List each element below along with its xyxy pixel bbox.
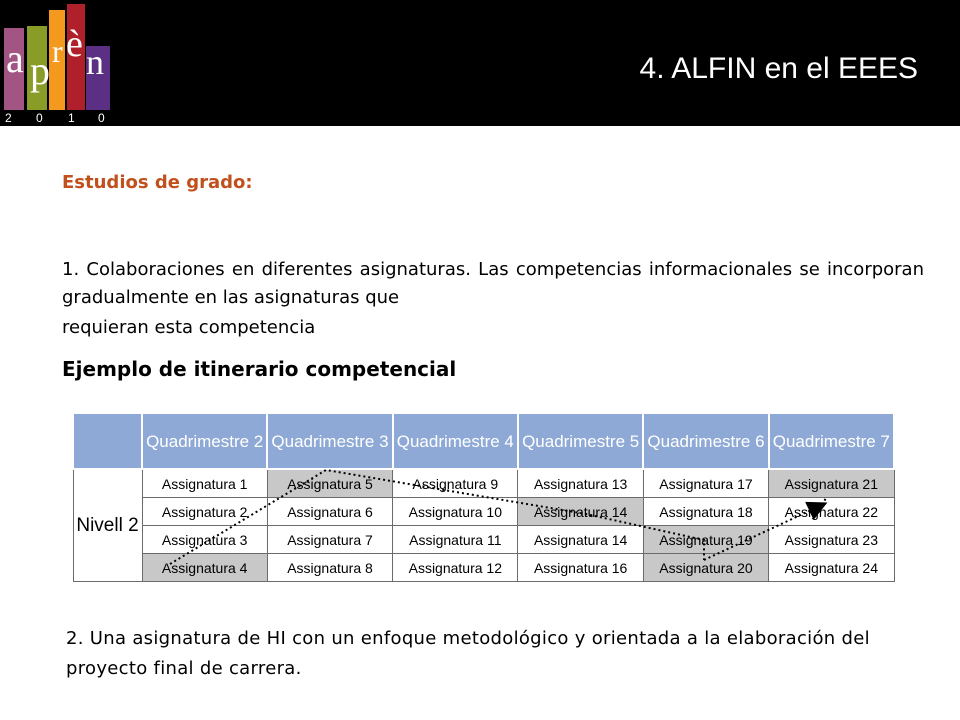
table-cell: Assignatura 11	[393, 526, 518, 554]
header-cell: Quadrimestre 2	[142, 413, 267, 469]
table-cell: Assignatura 13	[518, 469, 643, 498]
paragraph-1: 1. Colaboraciones en diferentes asignaturas. Las competencias informacionales se incorporan gradualmente en las asignaturas que	[62, 259, 924, 308]
table-cell-highlighted: Assignatura 19	[643, 526, 768, 554]
svg-text:0: 0	[36, 111, 43, 125]
table-cell: Assignatura 2	[142, 498, 267, 526]
table-cell: Assignatura 7	[267, 526, 392, 554]
svg-text:0: 0	[98, 111, 105, 125]
svg-text:p: p	[30, 48, 50, 93]
svg-text:1: 1	[68, 111, 75, 125]
table-cell: Assignatura 3	[142, 526, 267, 554]
table-cell: Assignatura 22	[769, 498, 894, 526]
table-cell-highlighted: Assignatura 14	[518, 498, 643, 526]
table-cell-highlighted: Assignatura 20	[643, 554, 768, 582]
paragraph-1-tail: requieran esta competencia	[62, 317, 316, 338]
header-cell: Quadrimestre 6	[643, 413, 768, 469]
svg-text:n: n	[86, 42, 104, 82]
slide-title: 4. ALFIN en el EEES	[639, 52, 918, 85]
table-cell: Assignatura 10	[393, 498, 518, 526]
header-cell: Quadrimestre 7	[769, 413, 894, 469]
header-cell: Quadrimestre 5	[518, 413, 643, 469]
table-cell: Assignatura 18	[643, 498, 768, 526]
table-cell: Assignatura 6	[267, 498, 392, 526]
svg-text:è: è	[66, 23, 83, 65]
paragraph-2: 2. Una asignatura de HI con un enfoque metodológico y orientada a la elaboración del proyecto final de carrera.	[66, 628, 870, 679]
svg-text:r: r	[52, 33, 63, 69]
svg-text:2: 2	[5, 111, 12, 125]
table-cell: Assignatura 9	[393, 469, 518, 498]
svg-text:a: a	[6, 36, 24, 81]
table-cell-highlighted: Assignatura 4	[142, 554, 267, 582]
table-cell-highlighted: Assignatura 5	[267, 469, 392, 498]
table-cell: Assignatura 23	[769, 526, 894, 554]
table-cell-highlighted: Assignatura 21	[769, 469, 894, 498]
table-cell: Assignatura 24	[769, 554, 894, 582]
section-subtitle: Estudios de grado:	[62, 172, 253, 193]
table-cell: Assignatura 1	[142, 469, 267, 498]
example-heading: Ejemplo de itinerario competencial	[62, 357, 457, 381]
table-cell: Assignatura 8	[267, 554, 392, 582]
dotted-path	[170, 470, 826, 564]
header-cell: Quadrimestre 3	[267, 413, 392, 469]
level-label: Nivell 2	[73, 469, 142, 582]
table-cell: Assignatura 16	[518, 554, 643, 582]
table-cell: Assignatura 17	[643, 469, 768, 498]
table-cell: Assignatura 14	[518, 526, 643, 554]
header-cell: Quadrimestre 4	[393, 413, 518, 469]
table-cell: Assignatura 12	[393, 554, 518, 582]
